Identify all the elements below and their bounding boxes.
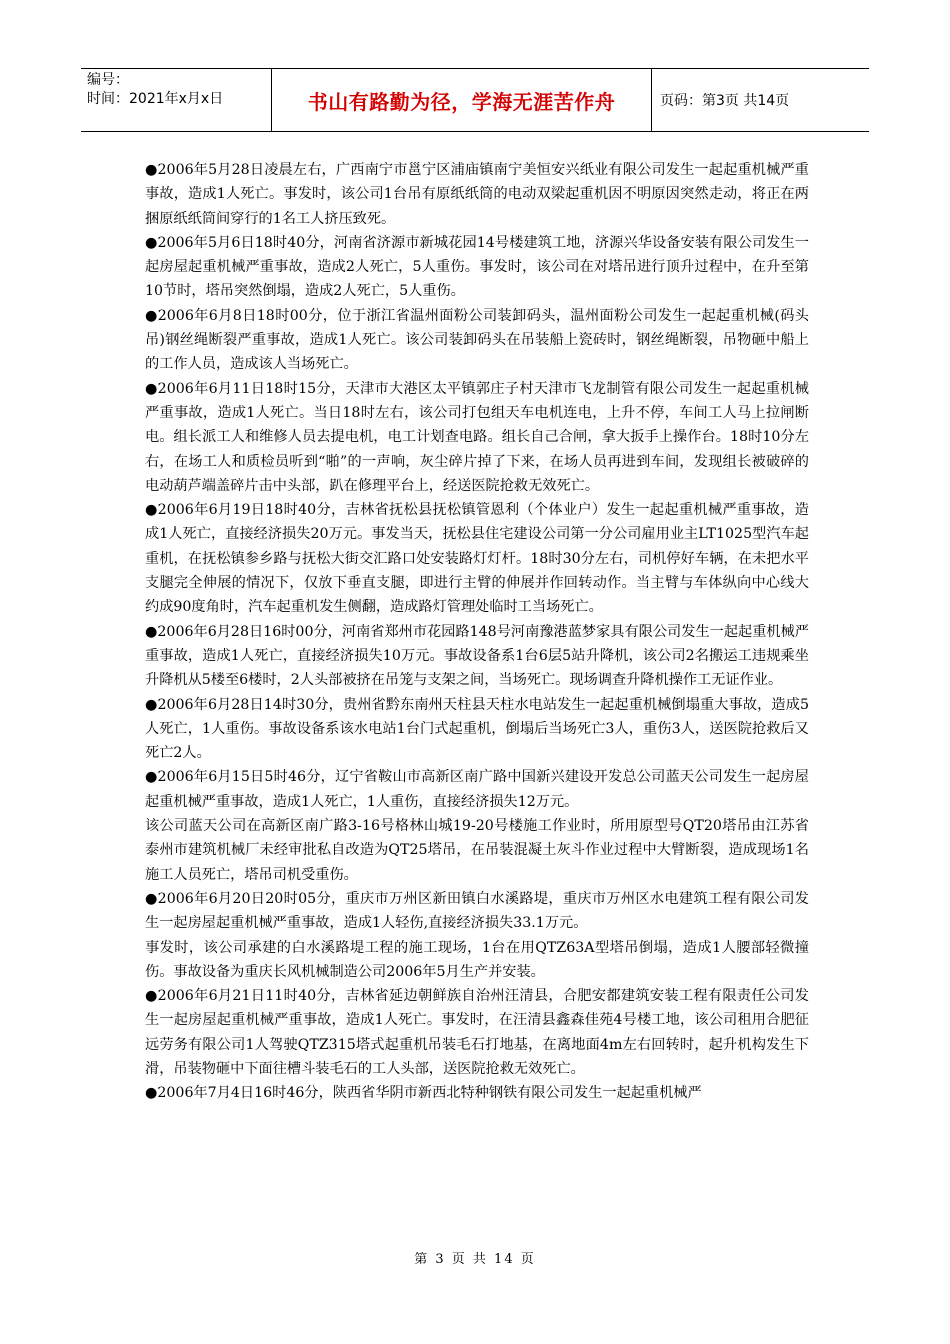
paragraph: ●2006年6月11日18时15分，天津市大港区太平镇郭庄子村天津市飞龙制管有限公司发生一起起重机械严重事故，造成1人死亡。当日18时左右，该公司打包组天车电机连电，上升不停，车间工人马上拉闸断电。组长派工人和维修人员去提电机，电工计划查电路。组长自己合闸，拿大扳手上操作台。18时10分左右，在场工人和质检员听到“啪”的一声响，灰尘碎片掉了下来，在场人员再进到车间，发现组长被破碎的电动葫芦端盖碎片击中头部，趴在修理平台上，经送医院抢救无效死亡。 [145,380,810,494]
paragraph: ●2006年5月6日18时40分，河南省济源市新城花园14号楼建筑工地，济源兴华设备安装有限公司发生一起房屋起重机械严重事故，造成2人死亡，5人重伤。事发时，该公司在对塔吊进行顶升过程中，在升至第10节时，塔吊突然倒塌，造成2人死亡，5人重伤。 [145,234,809,300]
header-motto: 书山有路勤为径，学海无涯苦作舟 [272,69,652,131]
header-page-code: 页码：第3页 共14页 [660,93,790,109]
document-body [145,158,809,1106]
page-footer: 第 3 页 共 14 页 [414,1252,536,1267]
paragraph: ●2006年6月28日14时30分，贵州省黔东南州天柱县天柱水电站发生一起起重机械倒塌重大事故，造成5人死亡，1人重伤。事故设备系该水电站1台门式起重机，倒塌后当场死亡3人，重伤3人，送医院抢救后又死亡2人。 [145,696,809,762]
paragraph: ●2006年7月4日16时46分，陕西省华阴市新西北特种钢铁有限公司发生一起起重机械严 [145,1085,702,1102]
paragraph: ●2006年6月28日16时00分，河南省郑州市花园路148号河南豫港蓝梦家具有限公司发生一起起重机械严重事故，造成1人死亡，直接经济损失10万元。事故设备系1台6层5站升降机，该公司2名搬运工违规乘坐升降机从5楼至6楼时，2人头部被挤在吊笼与支架之间，当场死亡。现场调查升降机操作工无证作业。 [145,623,809,689]
document-time-label: 时间：2021年x月x日 [87,91,224,107]
paragraph: ●2006年6月15日5时46分，辽宁省鞍山市高新区南广路中国新兴建设开发总公司蓝天公司发生一起房屋起重机械严重事故，造成1人死亡，1人重伤，直接经济损失12万元。 [145,769,809,810]
document-number-label: 编号： [87,72,129,88]
header-meta [81,69,272,131]
paragraph: ●2006年6月8日18时00分，位于浙江省温州面粉公司装卸码头，温州面粉公司发生一起起重机械(码头吊)钢丝绳断裂严重事故，造成1人死亡。该公司装卸码头在吊装船上瓷砖时，钢丝绳断裂，吊物砸中船上的工作人员，造成该人当场死亡。 [145,307,809,373]
paragraph: ●2006年6月20日20时05分，重庆市万州区新田镇白水溪路堤，重庆市万州区水电建筑工程有限公司发生一起房屋起重机械严重事故，造成1人轻伤,直接经济损失33.1万元。 [145,890,809,932]
paragraph: 事发时，该公司承建的白水溪路堤工程的施工现场，1台在用QTZ63A型塔吊倒塌，造成1人腰部轻微撞伤。事故设备为重庆长风机械制造公司2006年5月生产并安装。 [145,939,809,980]
paragraph: ●2006年6月21日11时40分，吉林省延边朝鲜族自治州汪清县，合肥安都建筑安装工程有限责任公司发生一起房屋起重机械严重事故，造成1人死亡。事发时，在汪清县鑫森佳苑4号楼工地，该公司租用合肥征远劳务有限公司1人驾驶QTZ315塔式起重机吊装毛石打地基，在离地面4m左右回转时，起升机构发生下滑，吊装物砸中下面往槽斗装毛石的工人头部，送医院抢救无效死亡。 [145,988,809,1077]
paragraph: ●2006年5月28日凌晨左右，广西南宁市邕宁区浦庙镇南宁美恒安兴纸业有限公司发生一起起重机械严重事故，造成1人死亡。事发时，该公司1台吊有原纸纸筒的电动双梁起重机因不明原因突然走动，将正在两捆原纸纸筒间穿行的1名工人挤压致死。 [145,162,809,227]
paragraph: 该公司蓝天公司在高新区南广路3-16号格林山城19-20号楼施工作业时，所用原型号QT20塔吊由江苏省泰州市建筑机械厂未经审批私自改造为QT25塔吊，在吊装混凝土灰斗作业过程中大臂断裂，造成现场1名施工人员死亡，塔吊司机受重伤。 [145,818,809,883]
page-header [81,68,869,132]
paragraph: ●2006年6月19日18时40分，吉林省抚松县抚松镇管恩利（个体业户）发生一起起重机械严重事故，造成1人死亡，直接经济损失20万元。事发当天，抚松县住宅建设公司第一分公司雇用业主LT1025型汽车起重机，在抚松镇参乡路与抚松大街交汇路口处安装路灯灯杆。18时30分左右，司机停好车辆，在未把水平支腿完全伸展的情况下，仅放下垂直支腿，即进行主臂的伸展并作回转动作。当主臂与车体纵向中心线大约成90度角时，汽车起重机发生侧翻，造成路灯管理处临时工当场死亡。 [145,502,809,616]
